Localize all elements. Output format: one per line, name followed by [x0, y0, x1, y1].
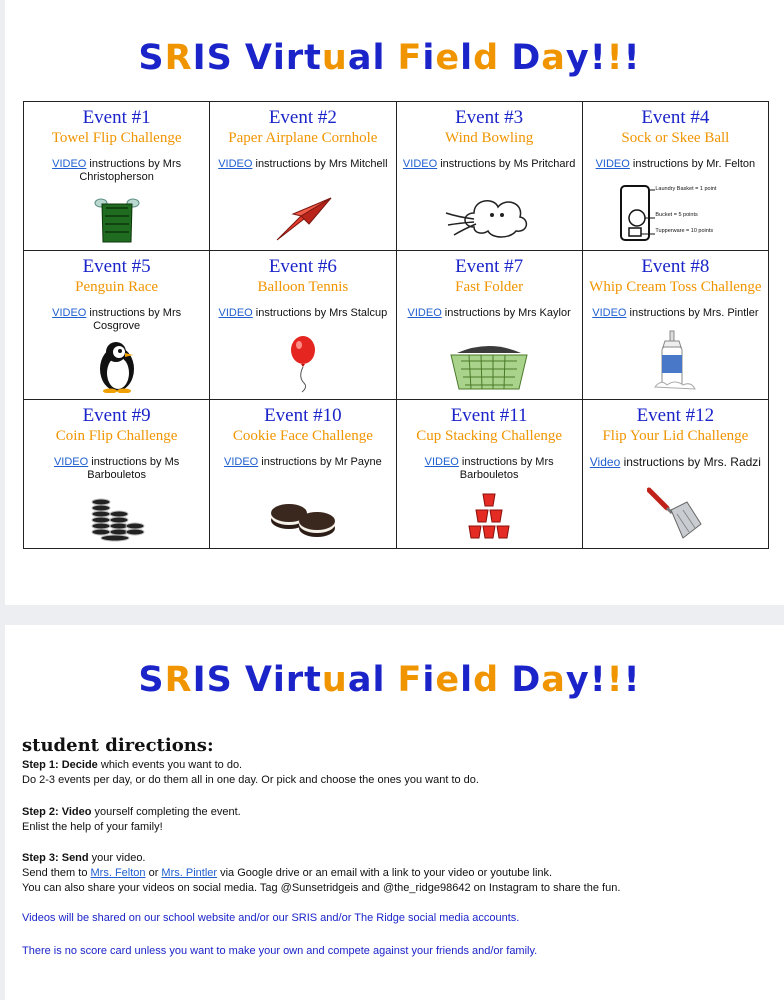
penguin-icon [24, 339, 209, 393]
event-cell [582, 400, 768, 549]
balloon-icon [210, 335, 395, 393]
video-link[interactable]: VIDEO [52, 307, 87, 319]
event-instructions [583, 158, 768, 171]
event-instructions [583, 307, 768, 320]
title-letter: l [372, 38, 386, 78]
skee-ball-diagram-icon [583, 184, 768, 244]
title-letter: ! [589, 660, 607, 700]
event-cell [582, 251, 768, 400]
step-3 [22, 851, 620, 896]
diagram-label: Tupperware = 10 points [655, 228, 714, 234]
event-name: Sock or Skee Ball [621, 130, 730, 146]
title-letter: F [397, 38, 423, 78]
video-link[interactable]: VIDEO [424, 456, 459, 468]
event-cell [582, 102, 768, 251]
title-letter: l [372, 660, 386, 700]
laundry-basket-icon [397, 343, 582, 393]
title-letter: ! [589, 38, 607, 78]
event-name: Paper Airplane Cornhole [228, 130, 378, 146]
event-name: Cup Stacking Challenge [416, 428, 563, 444]
spatula-icon [583, 484, 768, 542]
event-instructions [24, 158, 209, 184]
events-row [24, 102, 769, 251]
instructor-text: instructions by Mrs Cosgrove [86, 307, 182, 332]
step-1 [22, 758, 479, 788]
event-instructions [24, 456, 209, 482]
instructor-text: instructions by Mr. Felton [629, 158, 756, 170]
step-2 [22, 805, 241, 835]
title-letter: D [511, 660, 542, 700]
event-number: Event #10 [264, 405, 342, 426]
title-letter: S [206, 660, 233, 700]
diagram-label: Laundry Basket = 1 point [655, 186, 717, 192]
event-number: Event #2 [268, 107, 337, 128]
title-letter: i [272, 38, 286, 78]
event-number: Event #4 [641, 107, 710, 128]
event-number: Event #8 [641, 256, 710, 277]
title-letter: r [285, 660, 305, 700]
step-3-post: via Google drive or an email with a link to your video or youtube link. [217, 867, 553, 879]
event-number: Event #11 [450, 405, 528, 426]
step-2-label: Step 2: Video [22, 806, 92, 818]
title-letter: y [565, 38, 590, 78]
instructor-text: instructions by Mrs Christopherson [79, 158, 182, 183]
video-link[interactable]: VIDEO [53, 456, 89, 468]
event-cell [24, 251, 210, 400]
towel-icon [24, 198, 209, 244]
note-score-card: There is no score card unless you want to make your own and compete against your friends and/or family. [22, 945, 538, 957]
title-letter: ! [606, 660, 624, 700]
instructor-text: instructions by Ms Pritchard [437, 158, 576, 170]
title-letter: R [164, 38, 193, 78]
page-title-2 [0, 660, 779, 700]
event-instructions [583, 456, 768, 469]
title-letter: t [304, 660, 322, 700]
instructor-text: instructions by Mrs. Pintler [626, 307, 759, 319]
event-name: Fast Folder [455, 279, 524, 295]
instructor-text: instructions by Mr Payne [258, 456, 382, 468]
title-letter: a [541, 38, 566, 78]
event-name: Cookie Face Challenge [232, 428, 373, 444]
step-3-label: Step 3: Send [22, 852, 89, 864]
event-instructions [210, 158, 395, 171]
title-letter: S [206, 38, 233, 78]
step-3-pre: Send them to [22, 867, 91, 879]
step-1-label: Step 1: Decide [22, 759, 98, 771]
title-letter: F [397, 660, 423, 700]
title-letter: S [138, 660, 165, 700]
event-number: Event #3 [455, 107, 524, 128]
event-instructions [397, 158, 582, 171]
paper-airplane-icon [210, 194, 395, 244]
cup-stack-icon [397, 492, 582, 542]
cookies-icon [210, 498, 395, 542]
instructor-text: instructions by Mrs Mitchell [252, 158, 388, 170]
title-letter: e [435, 38, 461, 78]
event-instructions [24, 307, 209, 333]
event-number: Event #1 [82, 107, 151, 128]
title-letter: l [460, 38, 474, 78]
title-letter: i [272, 660, 286, 700]
title-letter: ! [606, 38, 624, 78]
event-cell [24, 400, 210, 549]
events-row [24, 400, 769, 549]
video-link[interactable]: VIDEO [52, 158, 87, 170]
video-link[interactable]: VIDEO [402, 158, 438, 170]
title-letter: S [138, 38, 165, 78]
wind-cloud-icon [397, 189, 582, 244]
title-letter: R [164, 660, 193, 700]
video-link[interactable]: VIDEO [407, 307, 442, 319]
step-2-detail: Enlist the help of your family! [22, 821, 163, 833]
event-name: Penguin Race [75, 279, 159, 295]
step-1-text: which events you want to do. [97, 759, 243, 771]
title-letter: I [192, 660, 207, 700]
coin-stacks-icon [24, 492, 209, 542]
title-letter: a [347, 660, 373, 700]
title-letter: d [473, 38, 500, 78]
page-title [0, 38, 779, 78]
event-cell [210, 251, 396, 400]
video-link[interactable]: VIDEO [218, 307, 253, 319]
step-1-detail: Do 2-3 events per day, or do them all in one day. Or pick and choose the ones you want to do. [22, 774, 479, 786]
event-name: Whip Cream Toss Challenge [589, 279, 762, 295]
title-letter: V [244, 38, 273, 78]
note-shared: Videos will be shared on our school website and/or our SRIS and/or The Ridge social media accounts. [22, 912, 520, 924]
step-3-social: You can also share your videos on social media. Tag @Sunsetridgeis and @the_ridge98642 on Instagram to share the fun. [22, 882, 621, 894]
mrs-felton-link[interactable]: Mrs. Felton [90, 867, 146, 879]
events-table [23, 101, 769, 549]
event-instructions [210, 307, 395, 320]
title-letter: y [565, 660, 590, 700]
title-letter: a [347, 38, 373, 78]
directions-heading: student directions: [22, 735, 214, 756]
title-letter: t [304, 38, 322, 78]
title-letter: D [511, 38, 542, 78]
event-name: Coin Flip Challenge [55, 428, 178, 444]
title-letter: ! [623, 38, 641, 78]
event-cell [396, 251, 582, 400]
instructor-text: instructions by Mrs. Radzi [620, 455, 761, 469]
title-letter: d [473, 660, 500, 700]
video-link[interactable]: VIDEO [595, 158, 630, 170]
mrs-pintler-link[interactable]: Mrs. Pintler [161, 867, 218, 879]
title-letter: u [321, 660, 348, 700]
event-name: Towel Flip Challenge [51, 130, 182, 146]
event-cell [24, 102, 210, 251]
event-name: Flip Your Lid Challenge [602, 428, 749, 444]
title-letter: V [244, 660, 273, 700]
title-letter: e [435, 660, 461, 700]
event-number: Event #5 [82, 256, 151, 277]
step-3-text: your video. [88, 852, 146, 864]
title-letter: i [422, 38, 436, 78]
event-name: Balloon Tennis [257, 279, 349, 295]
title-letter: ! [623, 660, 641, 700]
instructor-text: instructions by Mrs Kaylor [441, 307, 571, 319]
event-cell [396, 102, 582, 251]
instructor-text: instructions by Mrs Barbouletos [458, 456, 554, 481]
video-link[interactable]: VIDEO [218, 158, 253, 170]
events-row [24, 251, 769, 400]
event-number: Event #9 [82, 405, 151, 426]
title-letter: i [422, 660, 436, 700]
event-cell [210, 400, 396, 549]
video-link[interactable]: VIDEO [592, 307, 627, 319]
event-number: Event #12 [636, 405, 715, 426]
title-letter: r [285, 38, 305, 78]
event-cell [396, 400, 582, 549]
title-letter: a [541, 660, 566, 700]
event-instructions [210, 456, 395, 469]
event-instructions [397, 456, 582, 482]
diagram-label: Bucket = 5 points [655, 212, 698, 218]
video-link[interactable]: Video [589, 455, 621, 469]
event-name: Wind Bowling [445, 130, 534, 146]
step-2-text: yourself completing the event. [91, 806, 241, 818]
event-number: Event #7 [455, 256, 524, 277]
video-link[interactable]: VIDEO [224, 456, 259, 468]
event-number: Event #6 [268, 256, 337, 277]
event-cell [210, 102, 396, 251]
step-3-mid: or [145, 867, 162, 879]
title-letter: l [460, 660, 474, 700]
title-letter: u [321, 38, 348, 78]
title-letter: I [192, 38, 207, 78]
whip-cream-icon [583, 329, 768, 393]
event-instructions [397, 307, 582, 320]
instructor-text: instructions by Ms Barbouletos [87, 456, 180, 481]
instructor-text: instructions by Mrs Stalcup [252, 307, 388, 319]
